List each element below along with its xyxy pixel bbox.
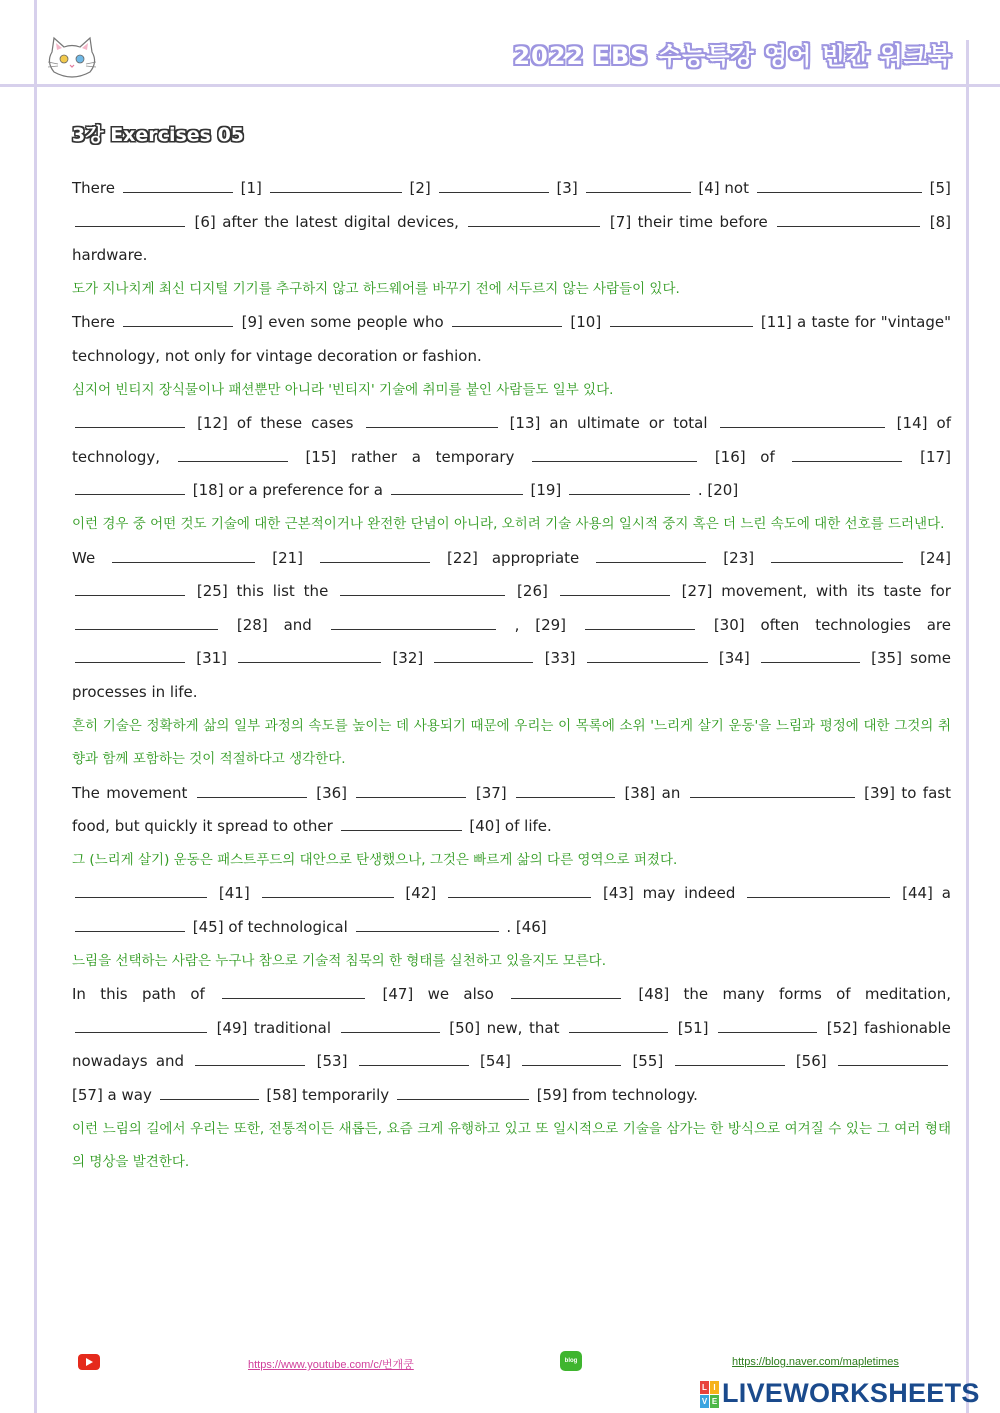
answer-blank[interactable] xyxy=(397,1099,529,1100)
frame-left-border xyxy=(34,0,37,1413)
passage-text: [48] the many forms of meditation, xyxy=(638,985,951,1004)
answer-blank[interactable] xyxy=(757,192,922,193)
answer-blank[interactable] xyxy=(771,562,903,563)
page-header-title: 2022 EBS 수능특강 영어 빈칸 워크북 xyxy=(513,42,952,70)
answer-blank[interactable] xyxy=(610,326,753,327)
passage-text: [21] xyxy=(272,548,304,567)
blog-link[interactable]: https://blog.naver.com/mapletimes xyxy=(732,1356,899,1368)
passage-text: [14] of technology, xyxy=(72,414,951,466)
korean-translation: 이런 느림의 길에서 우리는 또한, 전통적이든 새롭든, 요즘 크게 유행하고 있고 또 일시적으로 기술을 삼가는 한 방식으로 여겨질 수 있는 그 여러 형태의 명상을 발견한다. xyxy=(72,1120,951,1171)
passage-text: [36] xyxy=(316,783,348,802)
frame-right-border xyxy=(966,40,969,1413)
passage-text: [8] hardware. xyxy=(72,212,951,265)
answer-blank[interactable] xyxy=(569,494,690,495)
answer-blank[interactable] xyxy=(718,1032,817,1033)
answer-blank[interactable] xyxy=(452,326,562,327)
answer-blank[interactable] xyxy=(75,662,185,663)
passage-text: [34] xyxy=(718,649,750,668)
logo-letter: V xyxy=(701,1397,708,1406)
answer-blank[interactable] xyxy=(569,1032,668,1033)
answer-blank[interactable] xyxy=(75,226,185,227)
answer-blank[interactable] xyxy=(366,427,498,428)
passage-text: We xyxy=(72,548,96,567)
youtube-icon[interactable] xyxy=(78,1354,100,1370)
passage-text: [26] xyxy=(517,582,548,601)
answer-blank[interactable] xyxy=(222,998,365,999)
passage-text: [47] we also xyxy=(382,985,494,1004)
answer-blank[interactable] xyxy=(585,629,695,630)
answer-blank[interactable] xyxy=(516,797,615,798)
passage-text: [1] xyxy=(240,179,262,197)
answer-blank[interactable] xyxy=(359,1065,469,1066)
liveworksheets-text: LIVEWORKSHEETS xyxy=(722,1378,980,1408)
passage-text: [54] xyxy=(480,1052,511,1071)
korean-translation: 느림을 선택하는 사람은 누구나 참으로 기술적 침묵의 한 형태를 실천하고 있을지도 모른다. xyxy=(72,952,607,969)
answer-blank[interactable] xyxy=(75,1032,207,1033)
passage-text: [16] of xyxy=(714,447,775,466)
korean-translation: 심지어 빈티지 장식물이나 패션뿐만 아니라 '빈티지' 기술에 취미를 붙인 사람들도 일부 있다. xyxy=(72,381,614,398)
youtube-link[interactable]: https://www.youtube.com/c/번개쿵 xyxy=(248,1359,414,1371)
answer-blank[interactable] xyxy=(596,562,706,563)
passage-text: [55] xyxy=(632,1052,664,1071)
answer-blank[interactable] xyxy=(75,595,185,596)
passage-text: [45] of technological xyxy=(192,918,348,937)
passage-text: [27] movement, with its taste for xyxy=(681,582,951,601)
passage-text: [24] xyxy=(920,548,951,567)
passage-text: [17] xyxy=(920,447,951,466)
korean-translation: 이런 경우 중 어떤 것도 기술에 대한 근본적이거나 완전한 단념이 아니라, 오히려 기술 사용의 일시적 중지 혹은 더 느린 속도에 대한 선호를 드러낸다. xyxy=(72,515,945,532)
passage-text: [19] xyxy=(530,481,562,500)
answer-blank[interactable] xyxy=(468,226,600,227)
passage-text: [22] appropriate xyxy=(447,548,580,567)
answer-blank[interactable] xyxy=(75,629,218,630)
passage-text: [13] an ultimate or total xyxy=(509,414,708,433)
answer-blank[interactable] xyxy=(675,1065,785,1066)
answer-blank[interactable] xyxy=(320,562,430,563)
answer-blank[interactable] xyxy=(197,797,307,798)
logo-letter: I xyxy=(710,1381,719,1394)
answer-blank[interactable] xyxy=(448,897,591,898)
english-passage xyxy=(72,306,951,373)
passage-text: There xyxy=(72,179,115,197)
passage-text: [28] and xyxy=(236,615,312,634)
english-passage xyxy=(72,172,951,273)
passage-text: [18] or a preference for a xyxy=(192,481,383,500)
passage-text: In this path of xyxy=(72,985,205,1004)
answer-blank[interactable] xyxy=(838,1065,948,1066)
cat-icon xyxy=(44,34,100,84)
passage-text: [3] xyxy=(556,179,578,197)
answer-blank[interactable] xyxy=(195,1065,305,1066)
passage-text: [4] not xyxy=(698,179,749,197)
logo-letter: E xyxy=(711,1397,718,1406)
answer-blank[interactable] xyxy=(75,931,185,932)
answer-blank[interactable] xyxy=(777,226,920,227)
passage-text: There xyxy=(72,313,115,332)
passage-text: [38] an xyxy=(624,783,681,802)
answer-blank[interactable] xyxy=(262,897,394,898)
answer-blank[interactable] xyxy=(356,931,499,932)
passage-text: [51] xyxy=(677,1018,709,1037)
english-passage xyxy=(72,978,951,1112)
passage-text: [59] from technology. xyxy=(536,1086,698,1105)
english-passage xyxy=(72,407,951,508)
passage-text: [40] of life. xyxy=(469,817,552,836)
answer-blank[interactable] xyxy=(761,662,860,663)
passage-text: , [29] xyxy=(514,615,567,634)
answer-blank[interactable] xyxy=(341,1032,440,1033)
passage-text: [31] xyxy=(196,649,228,668)
passage-text: The movement xyxy=(72,783,188,802)
passage-text: [43] may indeed xyxy=(602,884,736,903)
passage-text: [50] new, that xyxy=(449,1018,560,1037)
passage-text: [39] to fast food, but quickly it spread to other xyxy=(72,783,951,836)
frame-top-border xyxy=(0,84,1000,87)
answer-blank[interactable] xyxy=(75,494,185,495)
answer-blank[interactable] xyxy=(356,797,466,798)
korean-translation: 도가 지나치게 최신 디지털 기기를 추구하지 않고 하드웨어를 바꾸기 전에 서두르지 않는 사람들이 있다. xyxy=(72,280,680,297)
logo-letter: L xyxy=(700,1381,709,1394)
answer-blank[interactable] xyxy=(532,461,697,462)
passage-text: [52] fashionable nowadays and xyxy=(72,1018,951,1071)
answer-blank[interactable] xyxy=(522,1065,621,1066)
passage-text: [2] xyxy=(409,179,431,197)
answer-blank[interactable] xyxy=(123,192,233,193)
passage-text: [37] xyxy=(475,783,507,802)
passage-text: [41] xyxy=(218,884,250,903)
english-passage xyxy=(72,777,951,844)
liveworksheets-logo-icon xyxy=(700,1381,720,1409)
answer-blank[interactable] xyxy=(747,897,890,898)
passage-text: [12] of these cases xyxy=(197,414,354,433)
passage-text: [35] some processes in life. xyxy=(72,649,951,701)
section-title: 3강 Exercises 05 xyxy=(72,124,245,146)
worksheet-content xyxy=(72,172,951,1180)
passage-text: [25] this list the xyxy=(196,582,329,601)
answer-blank[interactable] xyxy=(238,662,381,663)
answer-blank[interactable] xyxy=(587,662,708,663)
passage-text: [5] xyxy=(929,179,951,197)
passage-text: [33] xyxy=(544,649,576,668)
passage-text: [32] xyxy=(392,649,424,668)
answer-blank[interactable] xyxy=(178,461,288,462)
answer-blank[interactable] xyxy=(270,192,402,193)
korean-translation: 그 (느리게 살기) 운동은 패스트푸드의 대안으로 탄생했으나, 그것은 빠르게 삶의 다른 영역으로 퍼졌다. xyxy=(72,851,678,868)
passage-text: [49] traditional xyxy=(216,1018,332,1037)
passage-text: [53] xyxy=(316,1052,348,1071)
passage-text: [44] a xyxy=(902,884,951,903)
answer-blank[interactable] xyxy=(331,629,496,630)
passage-text: [23] xyxy=(723,548,755,567)
answer-blank[interactable] xyxy=(690,797,855,798)
english-passage xyxy=(72,542,951,710)
answer-blank[interactable] xyxy=(439,192,549,193)
passage-text: [57] a way xyxy=(72,1086,152,1105)
passage-text: [6] after the latest digital devices, xyxy=(194,212,459,231)
passage-text: [11] a taste for "vintage" technology, not only for vintage decoration or fashion. xyxy=(72,313,951,365)
passage-text: [9] even some people who xyxy=(241,313,444,332)
passage-text: [42] xyxy=(405,884,437,903)
answer-blank[interactable] xyxy=(586,192,691,193)
answer-blank[interactable] xyxy=(75,427,185,428)
passage-text: [15] rather a temporary xyxy=(305,447,515,466)
answer-blank[interactable] xyxy=(792,461,902,462)
answer-blank[interactable] xyxy=(391,494,523,495)
answer-blank[interactable] xyxy=(511,998,621,999)
passage-text: [30] often technologies are xyxy=(713,615,951,634)
answer-blank[interactable] xyxy=(560,595,670,596)
answer-blank[interactable] xyxy=(434,662,533,663)
passage-text: . [20] xyxy=(697,481,739,500)
passage-text: [7] their time before xyxy=(609,212,768,231)
answer-blank[interactable] xyxy=(75,897,207,898)
passage-text: [10] xyxy=(570,313,602,332)
answer-blank[interactable] xyxy=(123,326,233,327)
answer-blank[interactable] xyxy=(160,1099,259,1100)
passage-text: [56] xyxy=(795,1052,827,1071)
english-passage xyxy=(72,877,951,944)
answer-blank[interactable] xyxy=(341,830,462,831)
answer-blank[interactable] xyxy=(340,595,505,596)
answer-blank[interactable] xyxy=(720,427,885,428)
footer xyxy=(0,1350,1000,1380)
answer-blank[interactable] xyxy=(112,562,255,563)
passage-text: [58] temporarily xyxy=(266,1086,390,1105)
passage-text: . [46] xyxy=(506,918,547,937)
korean-translation: 흔히 기술은 정확하게 삶의 일부 과정의 속도를 높이는 데 사용되기 때문에 우리는 이 목록에 소위 '느리게 살기 운동'을 느림과 평정에 대한 그것의 취향과 함께 포함하는 것이 적절하다고 생각한다. xyxy=(72,717,951,768)
blog-icon[interactable]: blog xyxy=(560,1351,582,1371)
